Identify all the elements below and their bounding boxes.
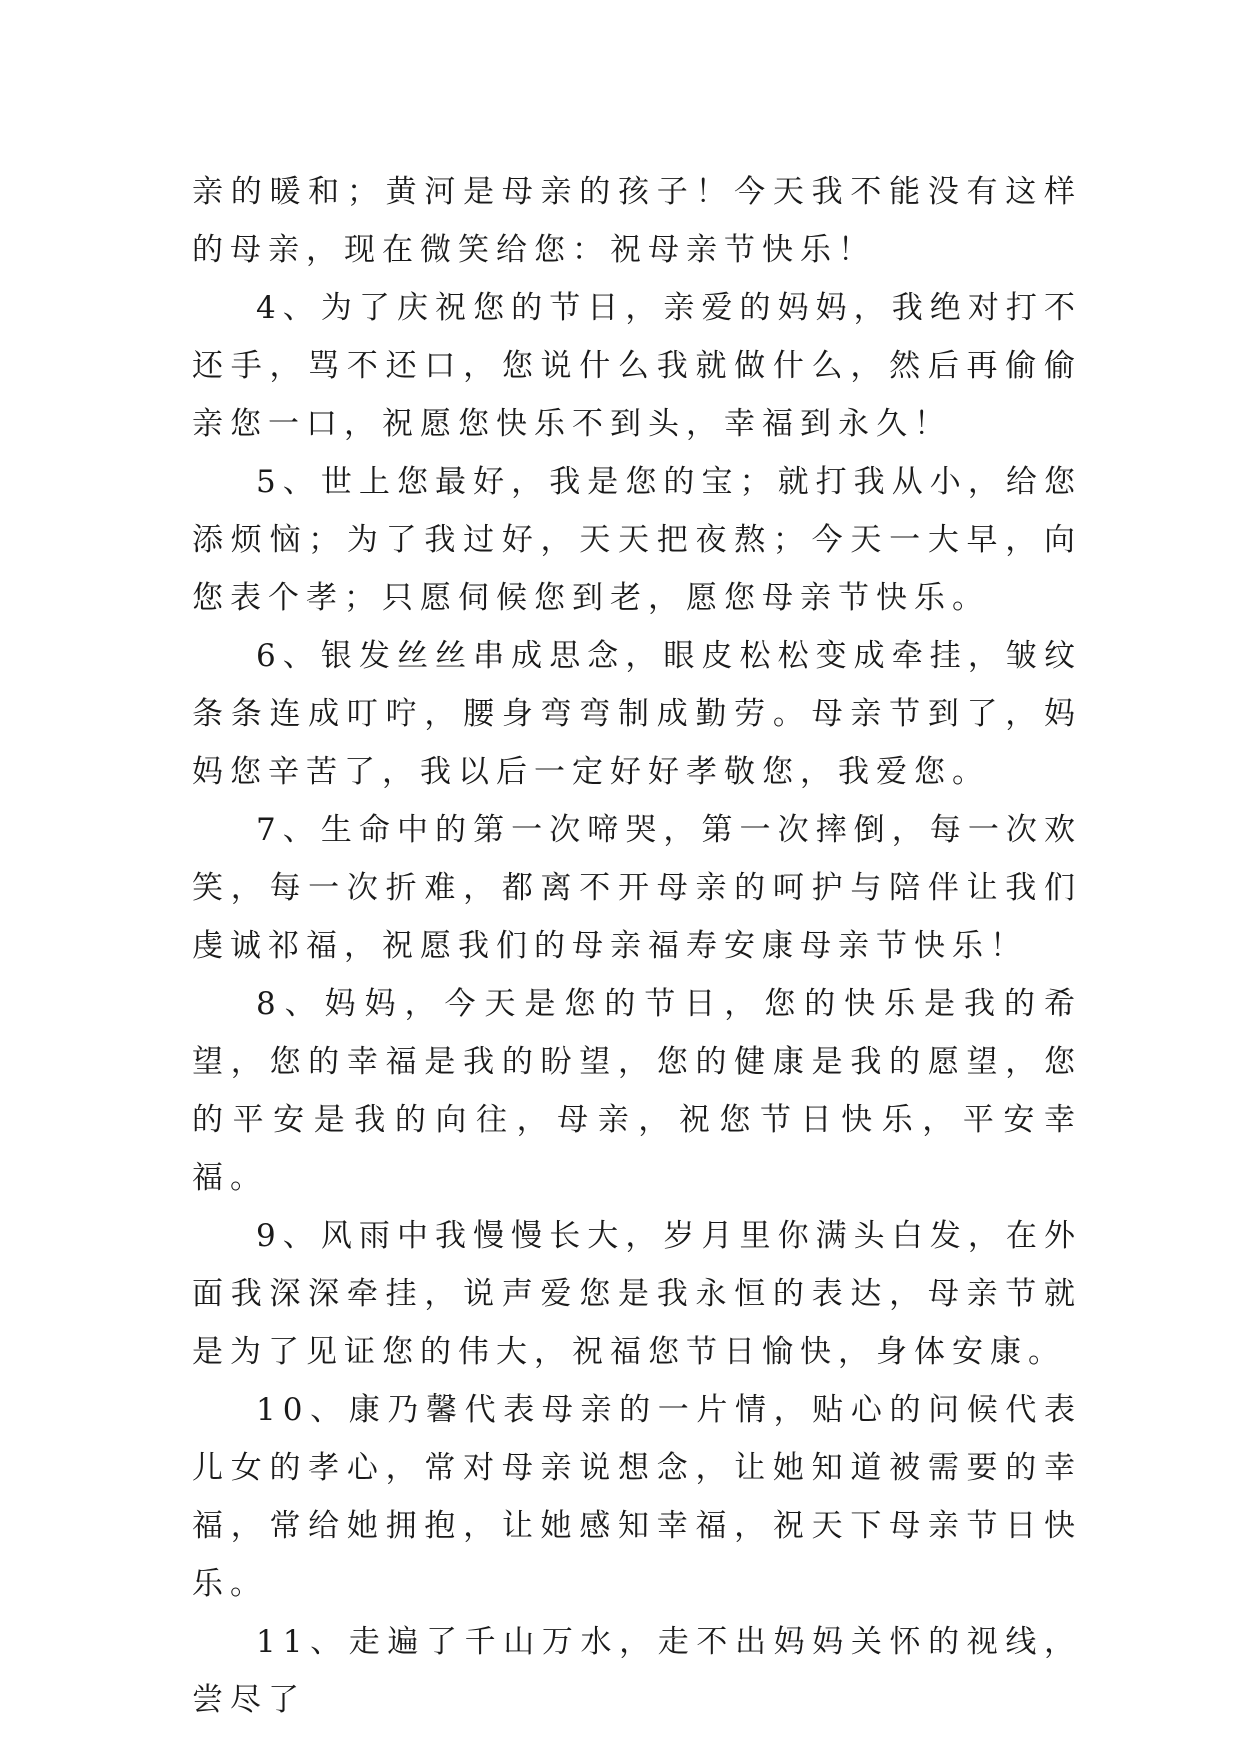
paragraph-item-10: 10、康乃馨代表母亲的一片情，贴心的问候代表儿女的孝心，常对母亲说想念，让她知道被需要的幸福，常给她拥抱，让她感知幸福，祝天下母亲节日快乐。 (192, 1392, 1082, 1602)
paragraph-item-9: 9、风雨中我慢慢长大，岁月里你满头白发，在外面我深深牵挂，说声爱您是我永恒的表达，母亲节就是为了见证您的伟大，祝福您节日愉快，身体安康。 (192, 1218, 1082, 1370)
paragraph-item-11: 11、走遍了千山万水，走不出妈妈关怀的视线，尝尽了 (192, 1624, 1082, 1718)
paragraph-item-5: 5、世上您最好，我是您的宝；就打我从小，给您添烦恼；为了我过好，天天把夜熬；今天一大早，向您表个孝；只愿伺候您到老，愿您母亲节快乐。 (192, 464, 1082, 616)
paragraph-continuation: 亲的暖和；黄河是母亲的孩子！今天我不能没有这样的母亲，现在微笑给您：祝母亲节快乐！ (192, 174, 1082, 268)
paragraph-item-4: 4、为了庆祝您的节日，亲爱的妈妈，我绝对打不还手，骂不还口，您说什么我就做什么，然后再偷偷亲您一口，祝愿您快乐不到头，幸福到永久！ (192, 290, 1082, 442)
paragraph-item-7: 7、生命中的第一次啼哭，第一次摔倒，每一次欢笑，每一次折难，都离不开母亲的呵护与陪伴让我们虔诚祁福，祝愿我们的母亲福寿安康母亲节快乐！ (192, 812, 1082, 964)
paragraph-item-6: 6、银发丝丝串成思念，眼皮松松变成牵挂，皱纹条条连成叮咛，腰身弯弯制成勤劳。母亲节到了，妈妈您辛苦了，我以后一定好好孝敬您，我爱您。 (192, 638, 1082, 790)
document-body (192, 163, 1082, 1729)
paragraph-item-8: 8、妈妈，今天是您的节日，您的快乐是我的希望，您的幸福是我的盼望，您的健康是我的愿望，您的平安是我的向往，母亲，祝您节日快乐，平安幸福。 (192, 986, 1082, 1196)
